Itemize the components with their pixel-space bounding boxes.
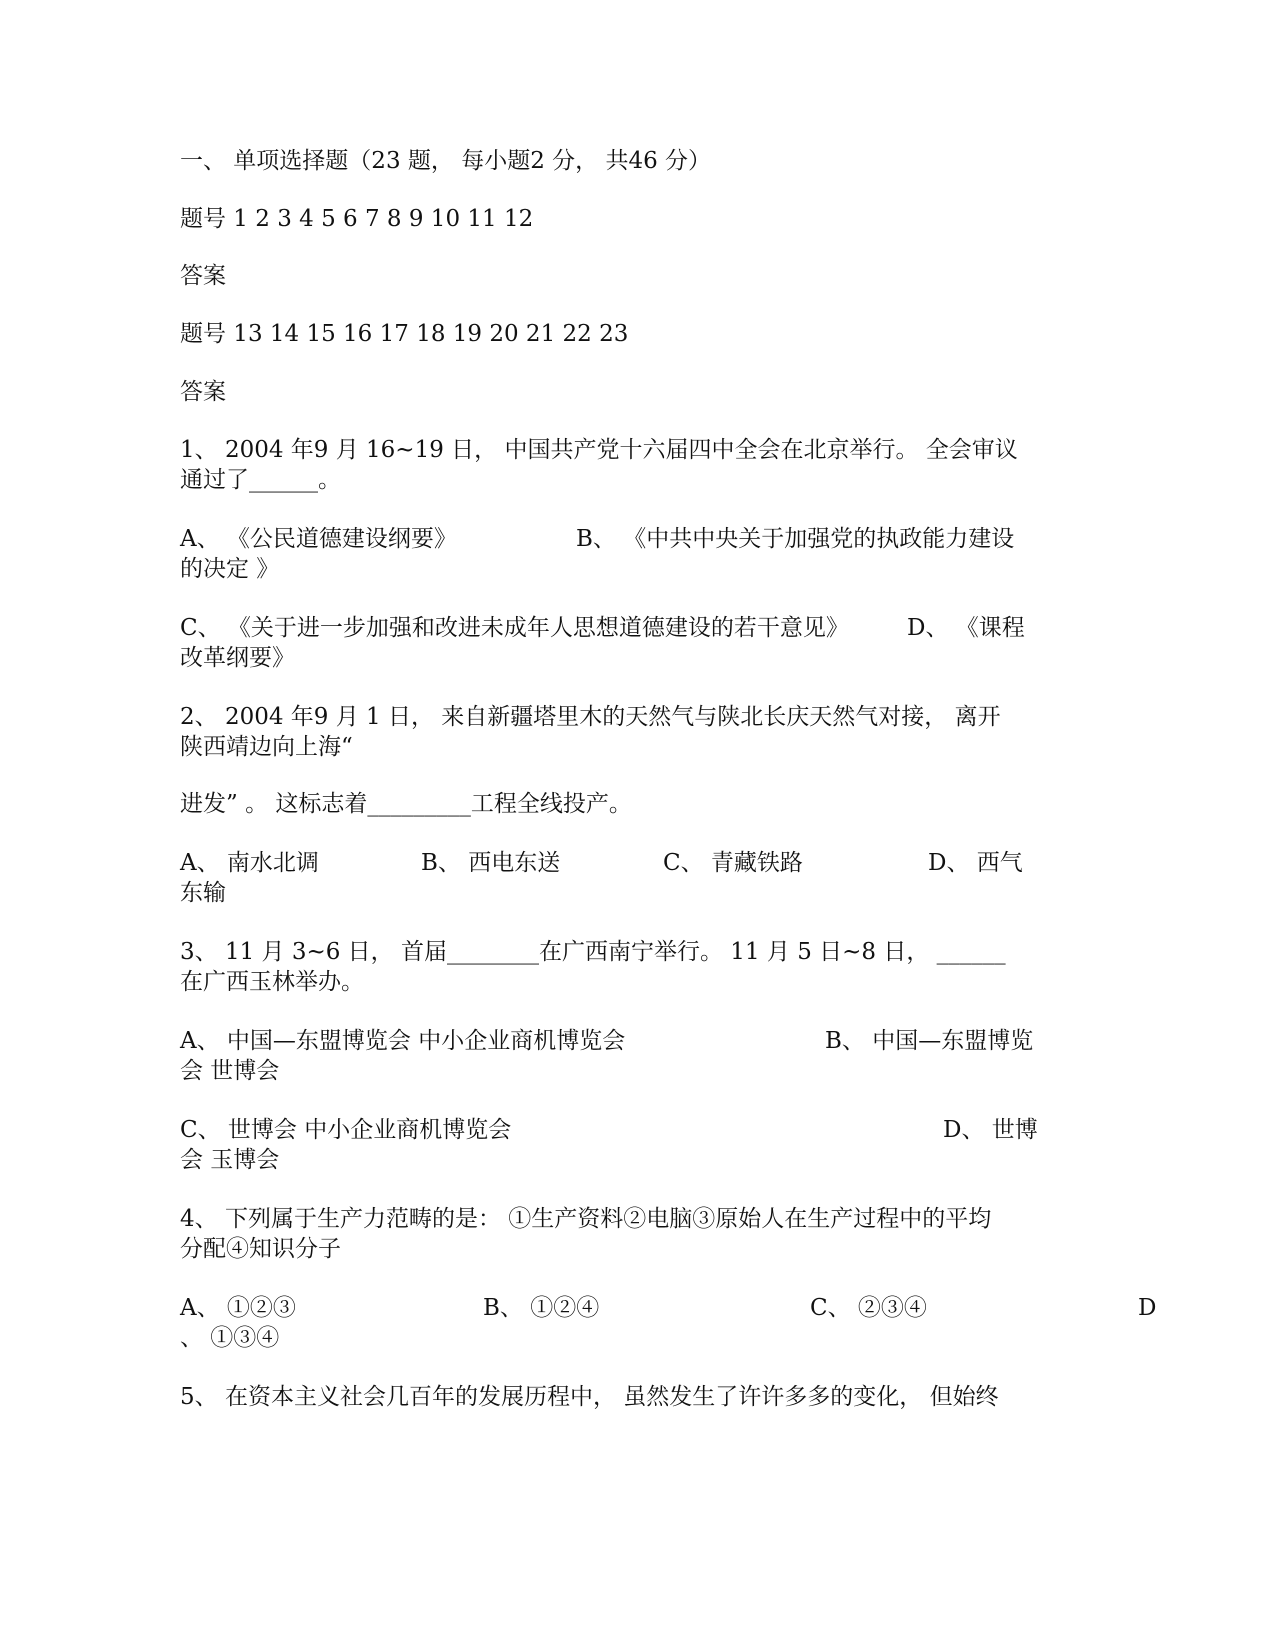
question-3-option-d: D、 世博 — [943, 1117, 1038, 1143]
question-3-stem-line2: 在广西玉林举办。 — [180, 969, 364, 995]
question-2-option-c: C、 青藏铁路 — [663, 850, 803, 876]
question-4-option-a: A、 ①②③ — [180, 1295, 296, 1321]
question-3-option-c: C、 世博会 中小企业商机博览会 — [180, 1117, 512, 1143]
question-1-option-d: D、 《课程 — [907, 615, 1025, 641]
question-2-stem-line1: 2、 2004 年9 月 1 日， 来自新疆塔里木的天然气与陕北长庆天然气对接， 离开 — [180, 704, 1001, 730]
question-4-option-d: D — [1138, 1295, 1157, 1321]
question-2-stem-line3: 进发” 。 这标志着_________工程全线投产。 — [180, 791, 632, 817]
answer-table-row2-label: 题号 13 14 15 16 17 18 19 20 21 22 23 — [180, 321, 629, 347]
question-2-option-d: D、 西气 — [928, 850, 1023, 876]
question-2-option-b: B、 西电东送 — [421, 850, 561, 876]
question-4-stem-line2: 分配④知识分子 — [180, 1236, 341, 1262]
question-2-option-a: A、 南水北调 — [180, 850, 319, 876]
question-5-stem-line1: 5、 在资本主义社会几百年的发展历程中， 虽然发生了许许多多的变化， 但始终 — [180, 1384, 999, 1410]
question-4-option-c: C、 ②③④ — [810, 1295, 927, 1321]
question-3-option-a: A、 中国—东盟博览会 中小企业商机博览会 — [180, 1028, 626, 1054]
question-4-stem-line1: 4、 下列属于生产力范畴的是： ①生产资料②电脑③原始人在生产过程中的平均 — [180, 1206, 992, 1232]
question-2-option-d-cont: 东输 — [180, 880, 226, 906]
answer-table-row2-answer: 答案 — [180, 379, 226, 405]
question-1-option-c: C、 《关于进一步加强和改进未成年人思想道德建设的若干意见》 — [180, 615, 849, 641]
question-1-option-d-cont: 改革纲要》 — [180, 645, 295, 671]
answer-table-row1-label: 题号 1 2 3 4 5 6 7 8 9 10 11 12 — [180, 206, 534, 232]
question-1-stem-line1: 1、 2004 年9 月 16~19 日， 中国共产党十六届四中全会在北京举行。 全会审议 — [180, 437, 1018, 463]
question-3-option-b: B、 中国—东盟博览 — [825, 1028, 1034, 1054]
question-1-option-b-cont: 的决定 》 — [180, 556, 280, 582]
question-1-stem-line2: 通过了______。 — [180, 467, 341, 493]
question-4-option-b: B、 ①②④ — [483, 1295, 600, 1321]
section-heading: 一、 单项选择题（23 题， 每小题2 分， 共46 分） — [180, 148, 712, 174]
question-3-option-d-cont: 会 玉博会 — [180, 1147, 280, 1173]
question-3-stem-line1: 3、 11 月 3~6 日， 首届________在广西南宁举行。 11 月 5 日~8 日， ______ — [180, 939, 1006, 965]
question-1-option-a: A、 《公民道德建设纲要》 — [180, 526, 457, 552]
question-3-option-b-cont: 会 世博会 — [180, 1058, 280, 1084]
question-2-stem-line2: 陕西靖边向上海“ — [180, 734, 353, 760]
answer-table-row1-answer: 答案 — [180, 263, 226, 289]
question-1-option-b: B、 《中共中央关于加强党的执政能力建设 — [576, 526, 1015, 552]
question-4-option-d-cont: 、 ①③④ — [180, 1325, 280, 1351]
